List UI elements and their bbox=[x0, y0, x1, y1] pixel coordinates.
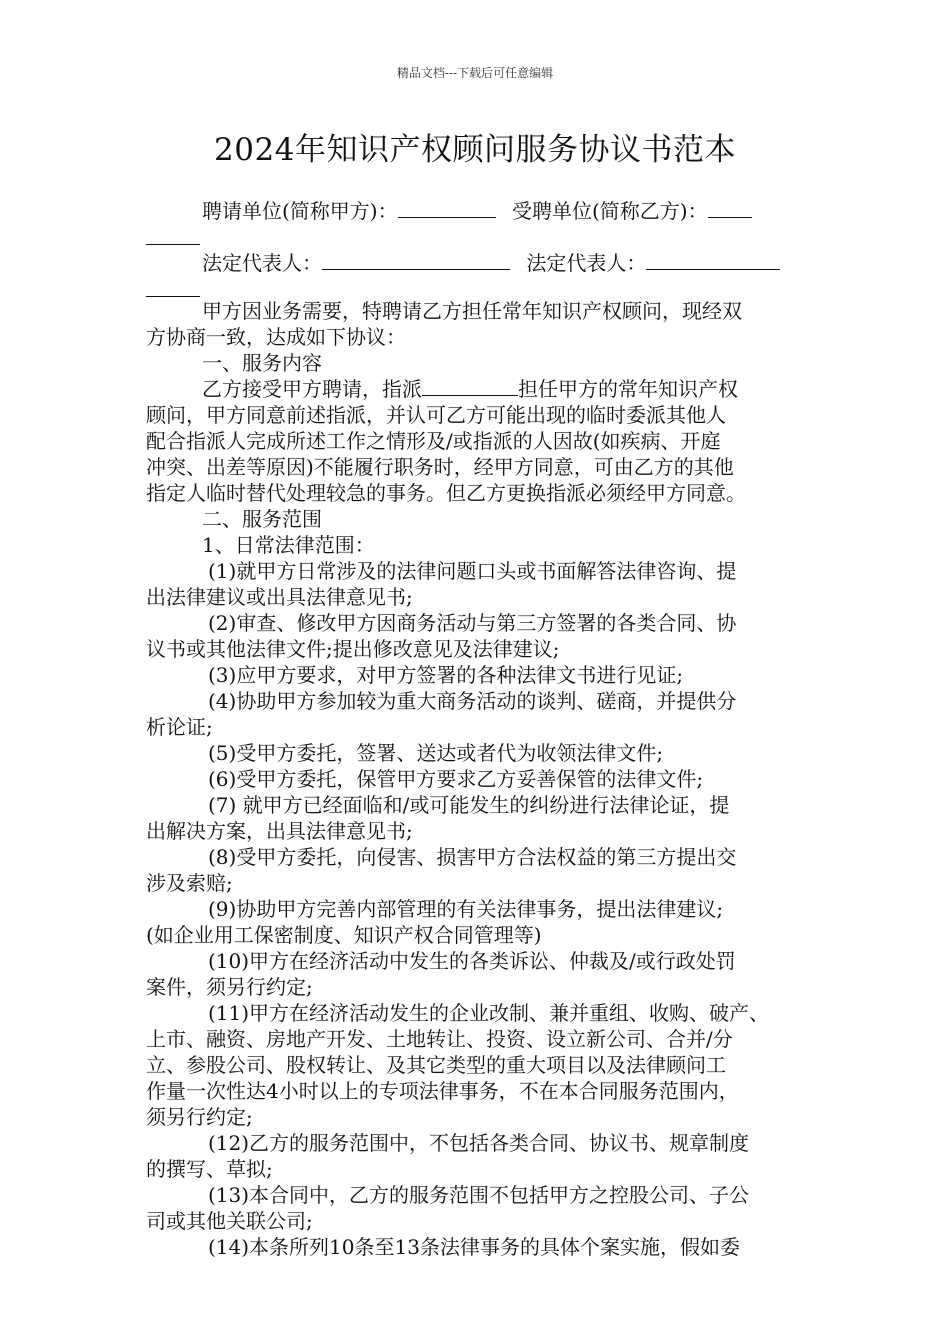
list-item: 析论证; bbox=[146, 715, 213, 739]
page-header: 精品文档---下载后可任意编辑 bbox=[396, 66, 554, 80]
list-item: 涉及索赔; bbox=[146, 871, 233, 895]
list-item: (5)受甲方委托，签署、送达或者代为收领法律文件; bbox=[208, 741, 664, 765]
paragraph-line: 配合指派人完成所述工作之情形及/或指派的人因故(如疾病、开庭 bbox=[146, 429, 721, 453]
list-item: (12)乙方的服务范围中，不包括各类合同、协议书、规章制度 bbox=[208, 1131, 750, 1155]
hiring-party-blank[interactable] bbox=[398, 199, 496, 218]
section-heading: 一、服务内容 bbox=[202, 351, 322, 375]
list-item: (10)甲方在经济活动中发生的各类诉讼、仲裁及/或行政处罚 bbox=[208, 949, 736, 973]
assignee-blank[interactable] bbox=[422, 377, 518, 396]
list-item: (如企业用工保密制度、知识产权合同管理等) bbox=[146, 923, 542, 947]
paragraph-line: 指定人临时替代处理较急的事务。但乙方更换指派必须经甲方同意。 bbox=[146, 481, 746, 505]
list-item: 议书或其他法律文件;提出修改意见及法律建议; bbox=[146, 637, 560, 661]
rep-a-label: 法定代表人： bbox=[202, 251, 322, 275]
representative-line bbox=[146, 250, 810, 276]
intro-line: 甲方因业务需要，特聘请乙方担任常年知识产权顾问，现经双 bbox=[202, 299, 742, 323]
list-item: 案件，须另行约定; bbox=[146, 975, 313, 999]
list-item: 出法律建议或出具法律意见书; bbox=[146, 585, 413, 609]
paragraph-line: 冲突、出差等原因)不能履行职务时，经甲方同意，可由乙方的其他 bbox=[146, 455, 734, 479]
hired-party-blank[interactable] bbox=[708, 199, 752, 218]
intro-line: 方协商一致，达成如下协议： bbox=[146, 325, 406, 349]
list-item: 的撰写、草拟; bbox=[146, 1157, 273, 1181]
hired-party-blank-cont bbox=[146, 224, 810, 251]
list-item: 司或其他关联公司; bbox=[146, 1209, 313, 1233]
subsection-heading: 1、日常法律范围： bbox=[202, 533, 375, 557]
list-item: (4)协助甲方参加较为重大商务活动的谈判、磋商，并提供分 bbox=[208, 689, 737, 713]
paragraph-line: 顾问，甲方同意前述指派，并认可乙方可能出现的临时委派其他人 bbox=[146, 403, 726, 427]
paragraph-line: 乙方接受甲方聘请，指派 担任甲方的常年知识产权 bbox=[202, 377, 738, 401]
list-item: 上市、融资、房地产开发、土地转让、投资、设立新公司、合并/分 bbox=[146, 1027, 733, 1051]
list-item: (6)受甲方委托，保管甲方要求乙方妥善保管的法律文件; bbox=[208, 767, 704, 791]
list-item: (11)甲方在经济活动发生的企业改制、兼并重组、收购、破产、 bbox=[208, 1001, 770, 1025]
rep-b-blank[interactable] bbox=[646, 251, 780, 270]
list-item: 须另行约定; bbox=[146, 1105, 253, 1129]
list-item: (8)受甲方委托，向侵害、损害甲方合法权益的第三方提出交 bbox=[208, 845, 737, 869]
list-item: (14)本条所列10条至13条法律事务的具体个案实施，假如委 bbox=[208, 1235, 740, 1259]
section-heading: 二、服务范围 bbox=[202, 507, 322, 531]
rep-b-label: 法定代表人： bbox=[526, 251, 647, 275]
list-item: (3)应甲方要求，对甲方签署的各种法律文书进行见证; bbox=[208, 663, 684, 687]
hired-party-label: 受聘单位(简称乙方)： bbox=[511, 199, 708, 223]
list-item: (2)审查、修改甲方因商务活动与第三方签署的各类合同、协 bbox=[208, 611, 737, 635]
hiring-party-label: 聘请单位(简称甲方)： bbox=[202, 199, 398, 223]
list-item: 立、参股公司、股权转让、及其它类型的重大项目以及法律顾问工 bbox=[146, 1053, 726, 1077]
list-item: (13)本合同中，乙方的服务范围不包括甲方之控股公司、子公 bbox=[208, 1183, 750, 1207]
list-item: (9)协助甲方完善内部管理的有关法律事务，提出法律建议; bbox=[208, 897, 724, 921]
list-item: 出解决方案，出具法律意见书; bbox=[146, 819, 413, 843]
hiring-party-line bbox=[146, 198, 810, 224]
list-item: 作量一次性达4小时以上的专项法律事务，不在本合同服务范围内， bbox=[146, 1079, 739, 1103]
document-title: 2024年知识产权顾问服务协议书范本 bbox=[214, 132, 736, 168]
list-item: (1)就甲方日常涉及的法律问题口头或书面解答法律咨询、提 bbox=[208, 559, 737, 583]
list-item: (7) 就甲方已经面临和/或可能发生的纠纷进行法律论证，提 bbox=[208, 793, 730, 817]
rep-a-blank[interactable] bbox=[322, 251, 510, 270]
